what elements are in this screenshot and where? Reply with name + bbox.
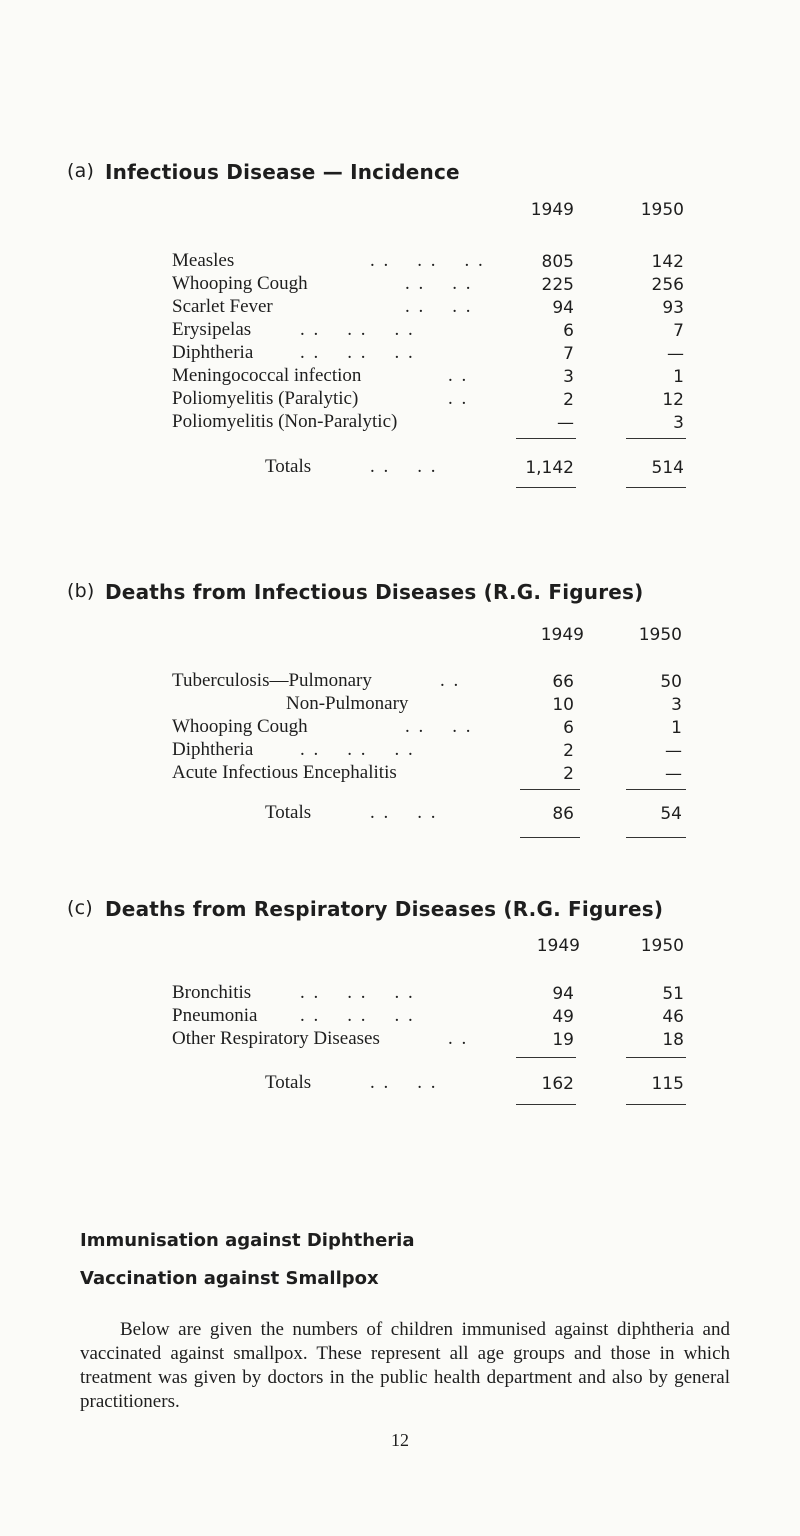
col-header-1949: 1949: [536, 936, 580, 956]
row-label: Whooping Cough: [172, 273, 308, 294]
value-1949: 805: [541, 252, 574, 272]
total-1950: 514: [651, 458, 684, 478]
value-1950: 1: [671, 718, 682, 738]
row-label: Poliomyelitis (Non-Paralytic): [172, 411, 398, 432]
leader-dots: . . . . . .: [300, 1005, 415, 1026]
total-1949: 1,142: [525, 458, 574, 478]
leader-dots: . . . . . .: [370, 250, 485, 271]
value-1949: 2: [563, 741, 574, 761]
value-1949: 225: [541, 275, 574, 295]
value-1949: 94: [552, 984, 574, 1004]
row-label: Acute Infectious Encephalitis: [172, 762, 397, 783]
value-1950: —: [665, 741, 682, 761]
row-label: Pneumonia: [172, 1005, 258, 1026]
value-1949: —: [557, 413, 574, 433]
value-1950: 7: [673, 321, 684, 341]
value-1950: 1: [673, 367, 684, 387]
immunisation-paragraph: Below are given the numbers of children immunised against diphtheria and vaccinated against smallpox. These represent all age groups and those in which treatment was given by doctors in the public health department and also by general practitioners.: [80, 1319, 730, 1412]
value-1949: 6: [563, 718, 574, 738]
leader-dots: . . . .: [370, 456, 438, 477]
leader-dots: . . . . . .: [300, 319, 415, 340]
page-number: 12: [391, 1430, 409, 1450]
vaccination-heading: Vaccination against Smallpox: [80, 1268, 379, 1289]
row-label: Tuberculosis—Pulmonary: [172, 670, 372, 691]
leader-dots: . . . . . .: [300, 739, 415, 760]
leader-dots: . . . .: [405, 296, 473, 317]
row-label: Meningococcal infection: [172, 365, 362, 386]
section-c-title: Deaths from Respiratory Diseases (R.G. Figures): [105, 897, 664, 921]
total-1950: 115: [651, 1074, 684, 1094]
value-1949: 49: [552, 1007, 574, 1027]
row-label: Scarlet Fever: [172, 296, 273, 317]
row-label: Whooping Cough: [172, 716, 308, 737]
immunisation-heading: Immunisation against Diphtheria: [80, 1230, 415, 1251]
value-1950: 256: [651, 275, 684, 295]
total-rule: [626, 1104, 686, 1105]
section-c-letter: (c): [67, 897, 93, 919]
total-1949: 162: [541, 1074, 574, 1094]
value-1949: 7: [563, 344, 574, 364]
value-1950: 50: [660, 672, 682, 692]
leader-dots: . . . .: [370, 802, 438, 823]
value-1950: 93: [662, 298, 684, 318]
section-a-heading: [67, 160, 460, 184]
value-1950: 3: [673, 413, 684, 433]
value-1949: 6: [563, 321, 574, 341]
value-1950: 12: [662, 390, 684, 410]
row-label: Bronchitis: [172, 982, 252, 1003]
total-1950: 54: [660, 804, 682, 824]
col-header-1949: 1949: [530, 200, 574, 220]
value-1950: —: [665, 764, 682, 784]
total-rule: [626, 837, 686, 838]
value-1950: —: [667, 344, 684, 364]
sum-rule: [626, 438, 686, 439]
value-1949: 2: [563, 764, 574, 784]
leader-dots: . . . .: [370, 1072, 438, 1093]
total-rule: [520, 837, 580, 838]
row-label: Diphtheria: [172, 342, 254, 363]
row-label: Measles: [172, 250, 235, 271]
value-1950: 18: [662, 1030, 684, 1050]
row-label: Other Respiratory Diseases: [172, 1028, 380, 1049]
leader-dots: . .: [448, 365, 469, 386]
section-a-letter: (a): [67, 160, 95, 182]
value-1949: 10: [552, 695, 574, 715]
leader-dots: . . . . . .: [300, 342, 415, 363]
sum-rule: [516, 1057, 576, 1058]
section-b-title: Deaths from Infectious Diseases (R.G. Figures): [105, 580, 644, 604]
value-1949: 2: [563, 390, 574, 410]
row-label: Diphtheria: [172, 739, 254, 760]
value-1949: 94: [552, 298, 574, 318]
leader-dots: . . . .: [405, 716, 473, 737]
value-1949: 19: [552, 1030, 574, 1050]
sum-rule: [626, 789, 686, 790]
totals-label: Totals: [265, 802, 312, 823]
leader-dots: . . . .: [405, 273, 473, 294]
col-header-1950: 1950: [640, 200, 684, 220]
leader-dots: . .: [440, 670, 461, 691]
value-1950: 51: [662, 984, 684, 1004]
leader-dots: . .: [448, 1028, 469, 1049]
sum-rule: [516, 438, 576, 439]
leader-dots: . . . . . .: [300, 982, 415, 1003]
sum-rule: [626, 1057, 686, 1058]
col-header-1950: 1950: [640, 936, 684, 956]
row-label: Poliomyelitis (Paralytic): [172, 388, 359, 409]
value-1949: 3: [563, 367, 574, 387]
total-rule: [626, 487, 686, 488]
col-header-1950: 1950: [638, 625, 682, 645]
section-a-title: Infectious Disease — Incidence: [105, 160, 460, 184]
sum-rule: [520, 789, 580, 790]
value-1950: 3: [671, 695, 682, 715]
total-rule: [516, 487, 576, 488]
total-rule: [516, 1104, 576, 1105]
value-1950: 142: [651, 252, 684, 272]
section-c-heading: [67, 897, 664, 921]
total-1949: 86: [552, 804, 574, 824]
row-label: Erysipelas: [172, 319, 252, 340]
section-b-heading: [67, 580, 644, 604]
value-1949: 66: [552, 672, 574, 692]
value-1950: 46: [662, 1007, 684, 1027]
col-header-1949: 1949: [540, 625, 584, 645]
totals-label: Totals: [265, 1072, 312, 1093]
leader-dots: . .: [448, 388, 469, 409]
totals-label: Totals: [265, 456, 312, 477]
section-b-letter: (b): [67, 580, 95, 602]
row-label: Non-Pulmonary: [286, 693, 409, 714]
